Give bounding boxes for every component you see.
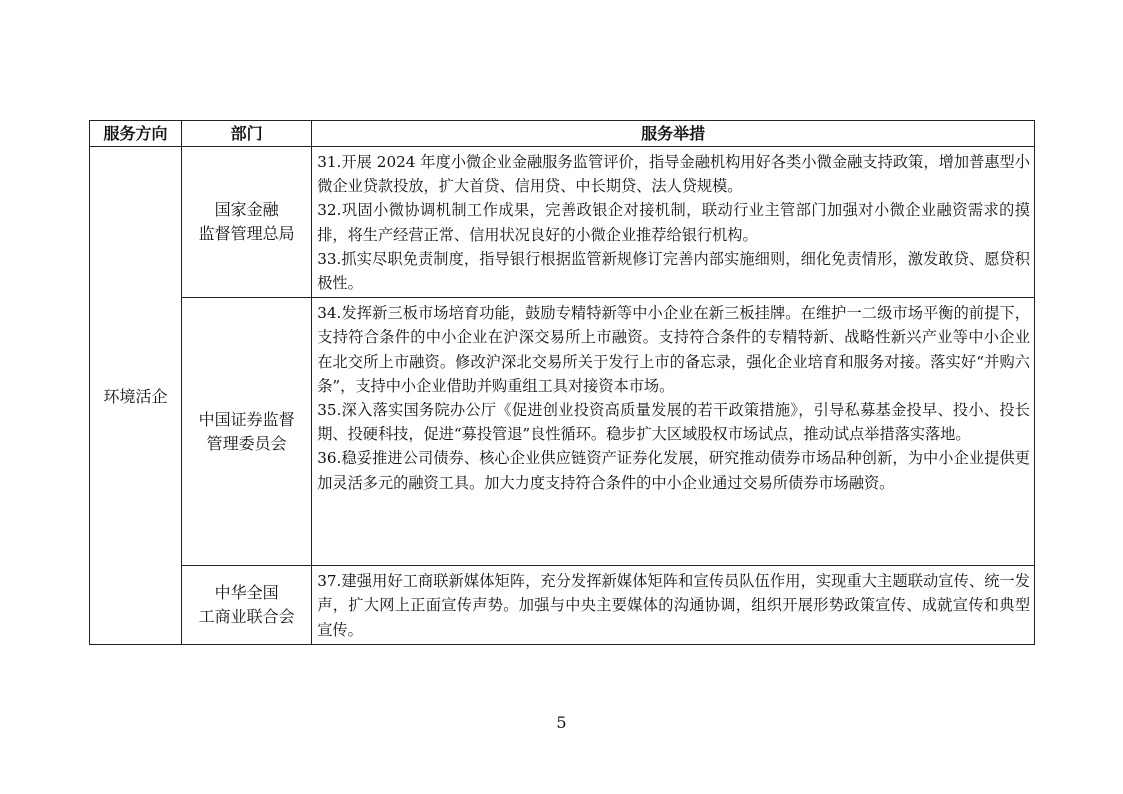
table-row — [90, 566, 1035, 645]
measure-item: 32.巩固小微协调机制工作成果，完善政银企对接机制，联动行业主管部门加强对小微企业融资需求的摸排，将生产经营正常、信用状况良好的小微企业推荐给银行机构。 — [317, 201, 1030, 244]
measures-cell — [312, 298, 1035, 566]
department-cell — [182, 298, 312, 566]
department-name-line: 管理委员会 — [206, 433, 287, 453]
table-header-row — [90, 121, 1035, 147]
department-name-line: 中华全国 — [214, 583, 279, 603]
department-cell — [182, 147, 312, 298]
measure-item: 36.稳妥推进公司债券、核心企业供应链资产证券化发展，研究推动债券市场品种创新，为中小企业提供更加灵活多元的融资工具。加大力度支持符合条件的中小企业通过交易所债券市场融资。 — [317, 449, 1030, 492]
measures-cell — [312, 566, 1035, 645]
measure-item: 34.发挥新三板市场培育功能，鼓励专精特新等中小企业在新三板挂牌。在维护一二级市场平衡的前提下，支持符合条件的中小企业在沪深交易所上市融资。支持符合条件的专精特新、战略性新兴产业等中小企业在北交所上市融资。修改沪深北交易所关于发行上市的备忘录，强化企业培育和服务对接。落实好“并购六条”，支持中小企业借助并购重组工具对接资本市场。 — [317, 304, 1030, 395]
department-name-line: 工商业联合会 — [198, 607, 295, 627]
measure-item: 37.建强用好工商联新媒体矩阵，充分发挥新媒体矩阵和宣传员队伍作用，实现重大主题联动宣传、统一发声，扩大网上正面宣传声势。加强与中央主要媒体的沟通协调，组织开展形势政策宣传、成就宣传和典型宣传。 — [317, 572, 1030, 639]
table-row — [90, 147, 1035, 298]
header-service-measures: 服务举措 — [312, 121, 1035, 147]
header-service-direction: 服务方向 — [90, 121, 182, 147]
page-number: 5 — [556, 713, 567, 732]
header-department: 部门 — [182, 121, 312, 147]
measure-item: 33.抓实尽职免责制度，指导银行根据监管新规修订完善内部实施细则，细化免责情形，激发敢贷、愿贷积极性。 — [317, 249, 1030, 293]
department-name-line: 国家金融 — [214, 200, 279, 220]
measure-item: 35.深入落实国务院办公厅《促进创业投资高质量发展的若干政策措施》，引导私募基金投早、投小、投长期、投硬科技，促进“募投管退”良性循环。稳步扩大区域股权市场试点，推动试点举措落实落地。 — [317, 401, 1030, 444]
department-name-line: 中国证券监督 — [198, 409, 295, 429]
measures-cell — [312, 147, 1035, 298]
department-name-line: 监督管理总局 — [198, 224, 295, 244]
service-measures-table — [89, 120, 1035, 645]
measure-item: 31.开展 2024 年度小微企业金融服务监管评价，指导金融机构用好各类小微金融支持政策，增加普惠型小微企业贷款投放，扩大首贷、信用贷、中长期贷、法人贷规模。 — [317, 153, 1030, 196]
service-direction-cell: 环境活企 — [90, 147, 182, 645]
department-cell — [182, 566, 312, 645]
table-row — [90, 298, 1035, 566]
